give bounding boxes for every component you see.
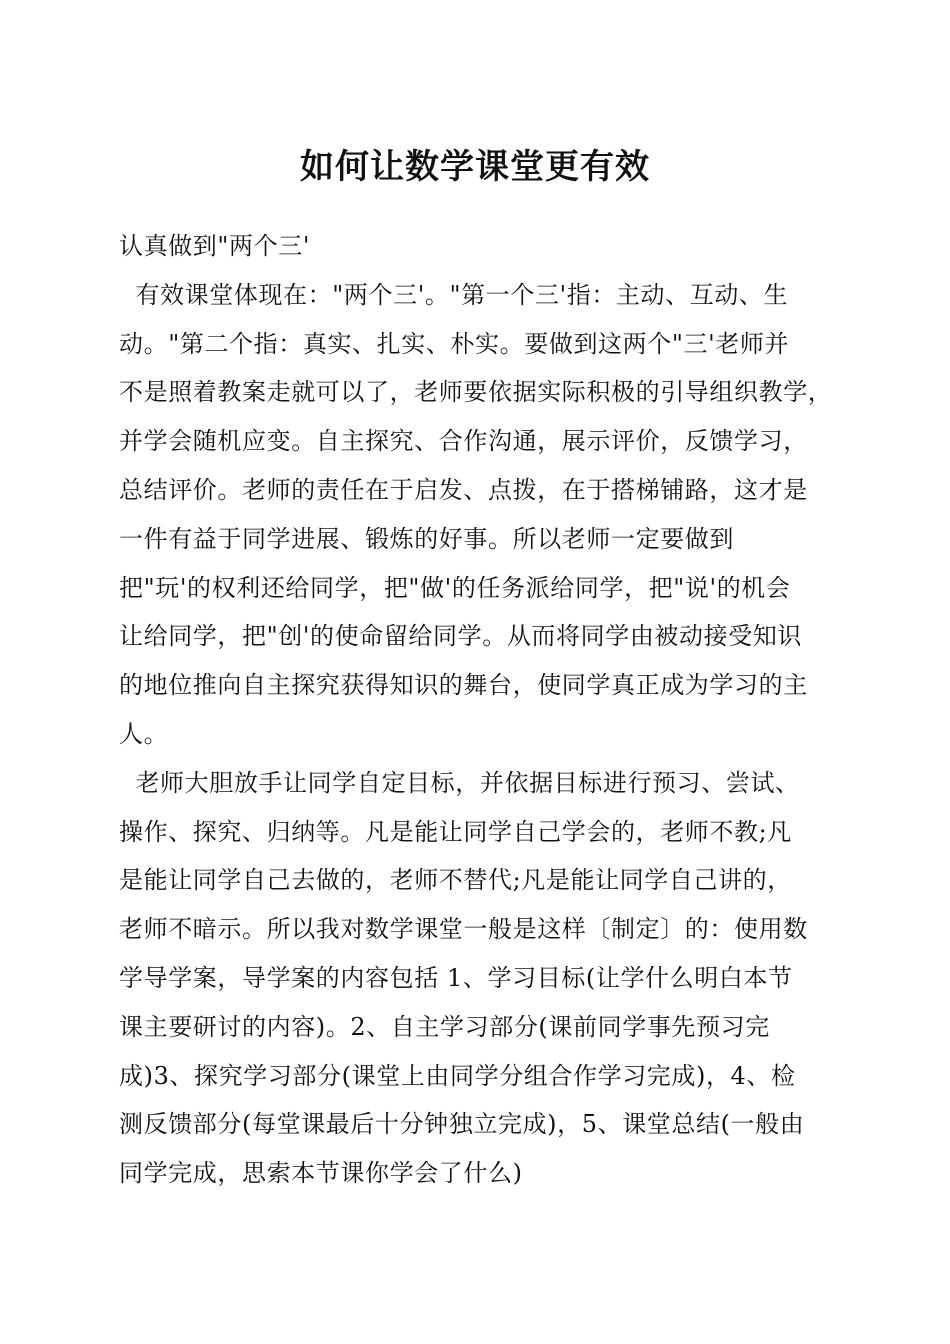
text-line: 有效课堂体现在："两个三'。"第一个三'指：主动、互动、生 [119,280,789,309]
text-line: 把"玩'的权利还给同学，把"做'的任务派给同学，把"说'的机会 [119,573,791,602]
text-line: 的地位推向自主探究获得知识的舞台，使同学真正成为学习的主 [119,671,808,700]
text-line: 老师大胆放手让同学自定目标，并依据目标进行预习、尝试、 [119,768,800,797]
text-line: 不是照着教案走就可以了，老师要依据实际积极的引导组织教学， [119,378,833,407]
text-line: 总结评价。老师的责任在于启发、点拨，在于搭梯铺路，这才是 [119,475,808,504]
text-line: 一件有益于同学进展、锻炼的好事。所以老师一定要做到 [119,524,734,553]
text-line: 课主要研讨的内容)。2、自主学习部分(课前同学事先预习完 [119,1012,770,1041]
document-body [119,222,835,1198]
text-line: 并学会随机应变。自主探究、合作沟通，展示评价，反馈学习， [119,427,808,456]
text-line: 老师不暗示。所以我对数学课堂一般是这样〔制定〕的：使用数 [119,915,808,944]
document-title: 如何让数学课堂更有效 [300,147,650,187]
text-line: 学导学案，导学案的内容包括 1、学习目标(让学什么明白本节 [119,963,793,992]
text-line: 测反馈部分(每堂课最后十分钟独立完成)，5、课堂总结(一般由 [119,1110,805,1139]
text-line: 让给同学，把"创'的使命留给同学。从而将同学由被动接受知识 [119,622,803,651]
text-line: 成)3、探究学习部分(课堂上由同学分组合作学习完成)，4、检 [119,1061,796,1090]
text-line: 动。"第二个指：真实、扎实、朴实。要做到这两个"三'老师并 [119,329,790,358]
text-line: 人。 [119,719,169,748]
text-line: 操作、探究、归纳等。凡是能让同学自己学会的，老师不教;凡 [119,817,792,846]
text-line: 同学完成，思索本节课你学会了什么) [119,1159,523,1188]
text-line: 认真做到"两个三' [119,232,311,260]
text-line: 是能让同学自己去做的，老师不替代;凡是能让同学自己讲的， [119,866,792,895]
